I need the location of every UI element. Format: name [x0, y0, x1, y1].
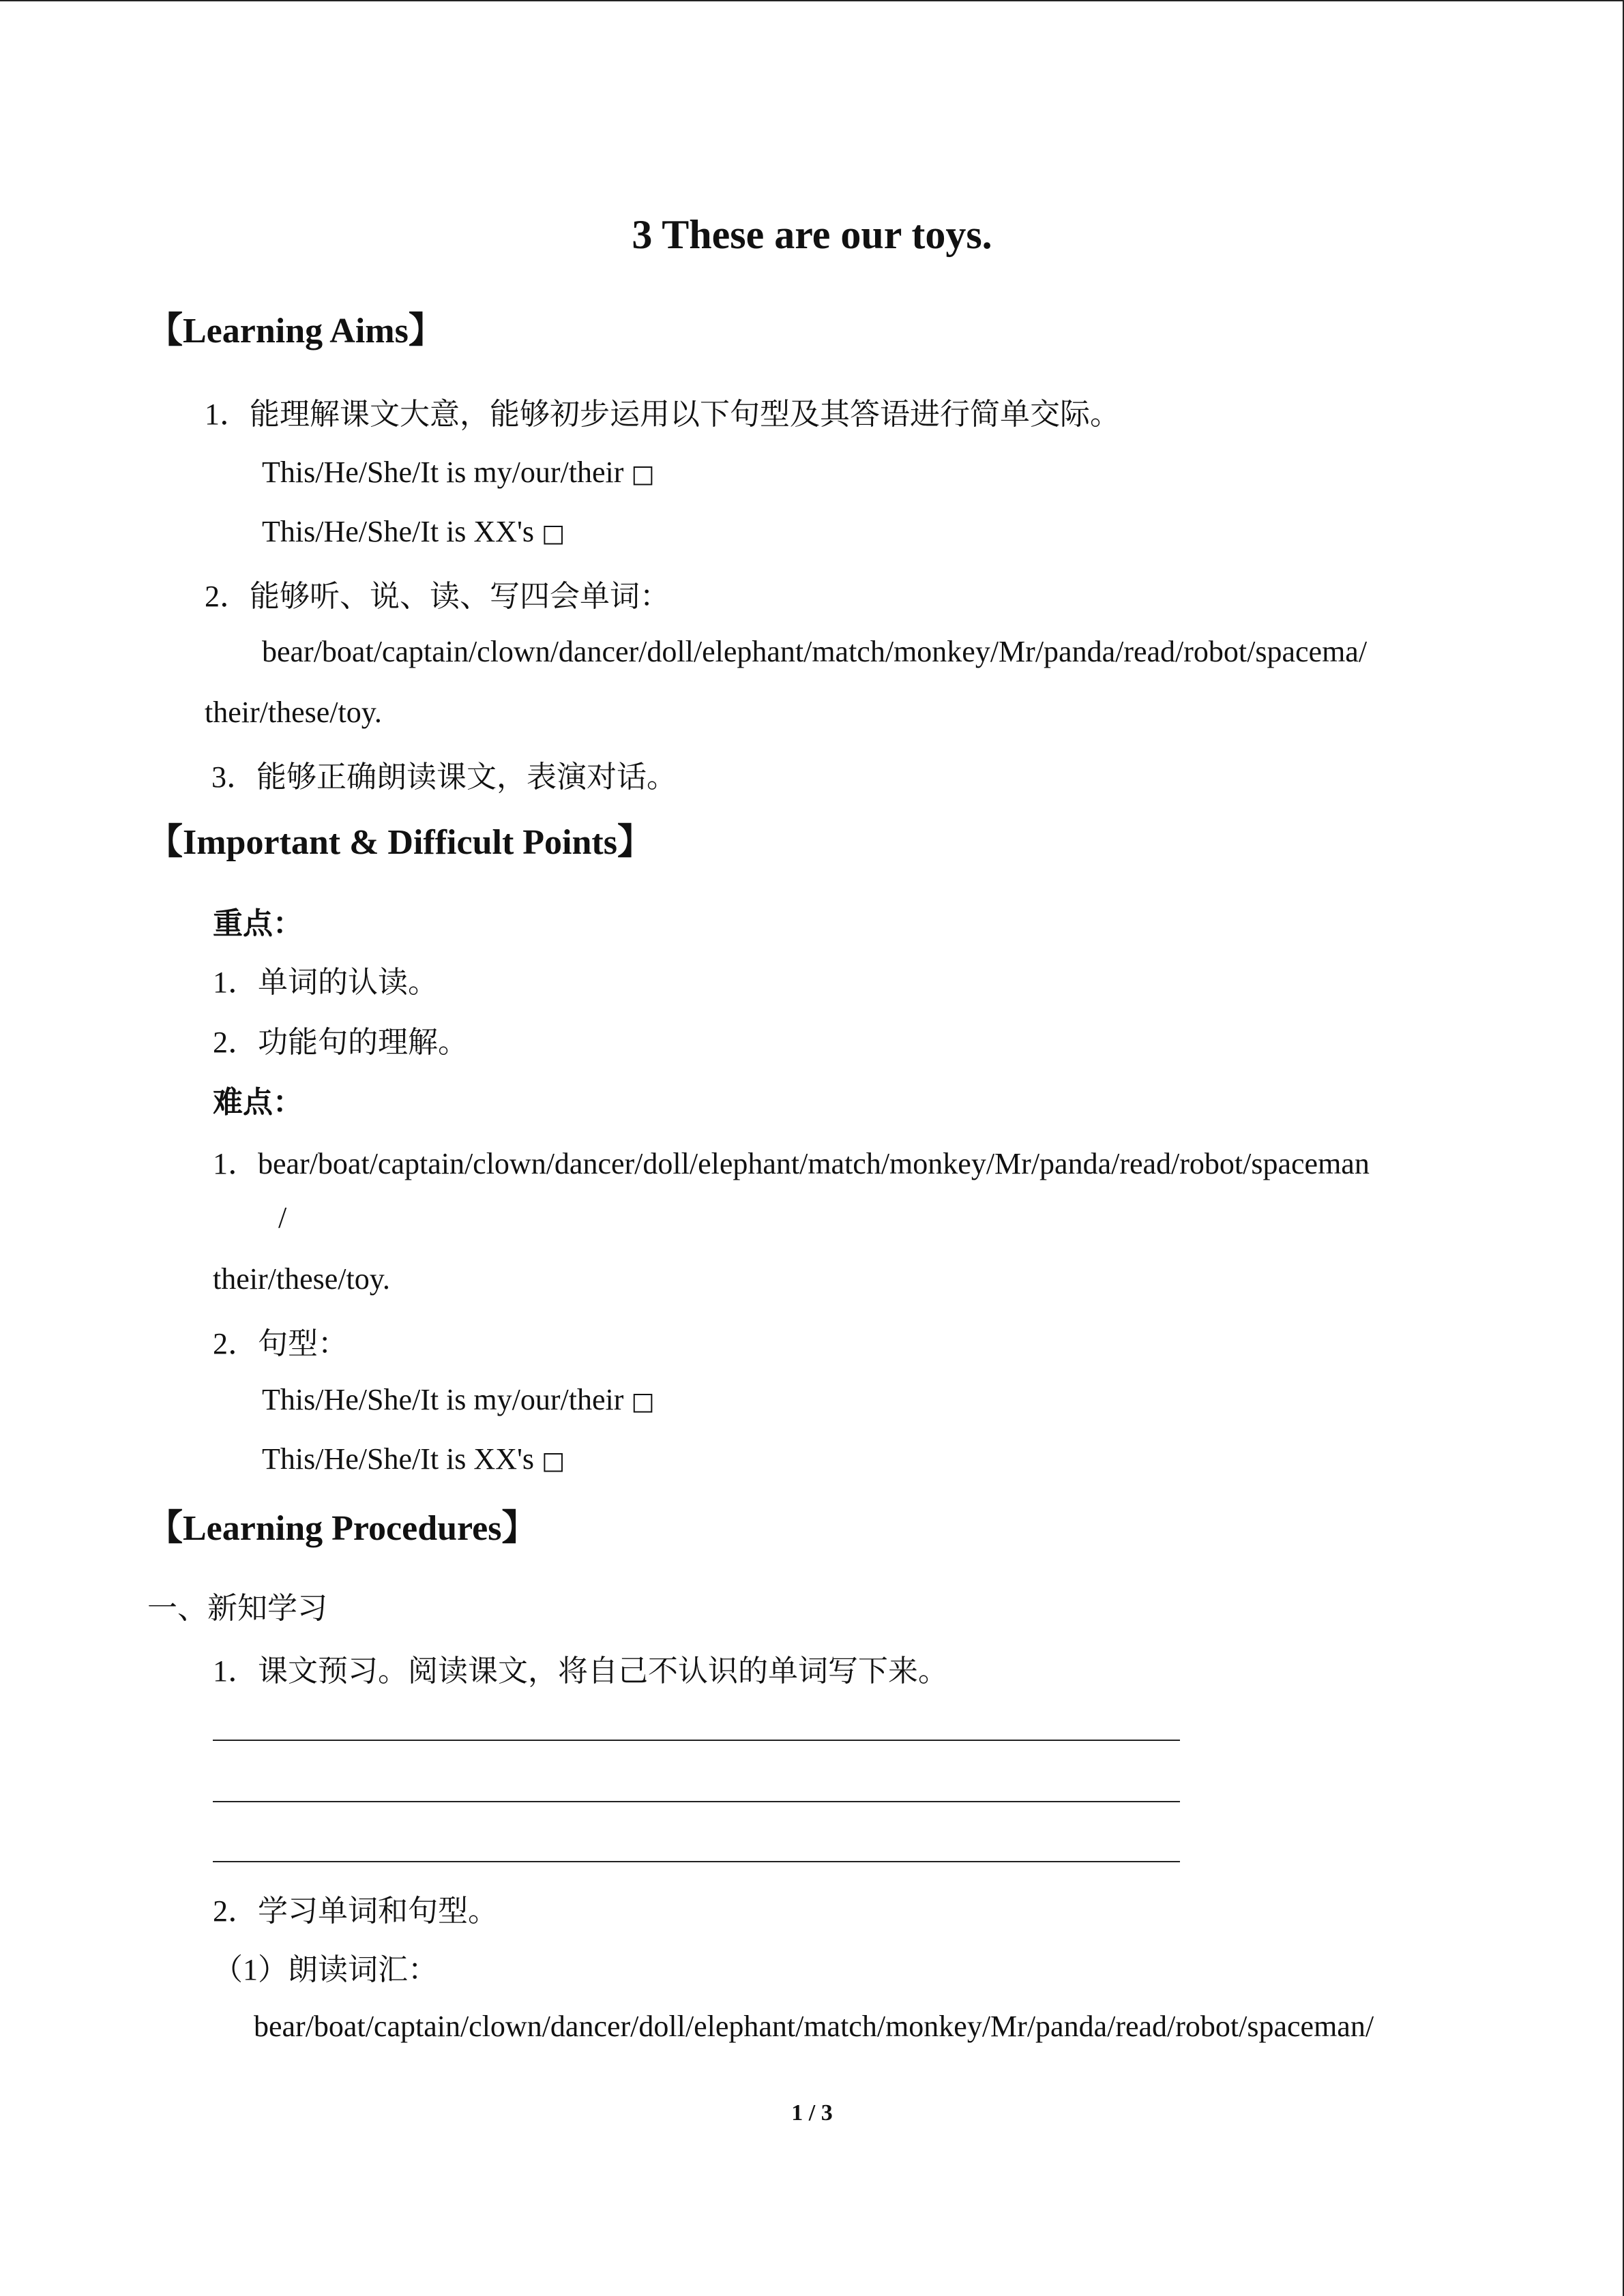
points-heading: 【Important & Difficult Points】: [147, 823, 653, 862]
procedure-step-2: 2．学习单词和句型。: [213, 1894, 498, 1928]
aim-pattern-1: [262, 455, 654, 490]
key-point-1: 1．单词的认读。: [213, 966, 438, 999]
answer-line-1[interactable]: [213, 1740, 1180, 1741]
procedure-words: bear/boat/captain/clown/dancer/doll/elephant/match/monkey/Mr/panda/read/robot/spaceman/: [254, 2010, 1374, 2043]
procedures-heading: 【Learning Procedures】: [147, 1509, 537, 1548]
pattern-text: This/He/She/It is my/our/their: [262, 1383, 624, 1416]
procedure-part-1: 一、新知学习: [147, 1592, 327, 1625]
page-title: 3 These are our toys.: [632, 212, 992, 257]
aim-words-line-1: bear/boat/captain/clown/dancer/doll/elephant/match/monkey/Mr/panda/read/robot/spacema/: [262, 635, 1368, 668]
procedure-step-1: 1．课文预习。阅读课文，将自己不认识的单词写下来。: [213, 1654, 948, 1688]
aim-item-2: 2．能够听、说、读、写四会单词：: [205, 580, 670, 613]
difficult-point-2: 2．句型：: [213, 1327, 348, 1360]
key-point-2: 2．功能句的理解。: [213, 1026, 468, 1059]
checkbox-icon: □: [542, 1447, 565, 1475]
aim-item-3: 3．能够正确朗读课文，表演对话。: [211, 760, 677, 794]
pattern-text: This/He/She/It is XX's: [262, 515, 535, 548]
page-number: 1 / 3: [791, 2100, 833, 2126]
pattern-text: This/He/She/It is my/our/their: [262, 456, 624, 489]
difficult-pattern-2: [262, 1442, 565, 1476]
learning-aims-heading: 【Learning Aims】: [147, 312, 444, 351]
key-points-label: 重点：: [213, 907, 303, 940]
pattern-text: This/He/She/It is XX's: [262, 1442, 535, 1476]
aim-words-line-2: their/these/toy.: [205, 696, 382, 729]
aim-pattern-2: [262, 514, 565, 549]
answer-line-3[interactable]: [213, 1861, 1180, 1862]
checkbox-icon: □: [631, 460, 655, 488]
checkbox-icon: □: [542, 520, 565, 548]
difficult-points-label: 难点：: [213, 1086, 303, 1119]
difficult-point-1-slash: /: [278, 1201, 287, 1234]
checkbox-icon: □: [631, 1388, 655, 1416]
difficult-point-1-line-1: 1．bear/boat/captain/clown/dancer/doll/elephant/match/monkey/Mr/panda/read/robot/spaceman: [213, 1147, 1370, 1180]
answer-line-2[interactable]: [213, 1801, 1180, 1802]
difficult-pattern-1: [262, 1382, 654, 1417]
difficult-point-1-line-2: their/these/toy.: [213, 1262, 390, 1296]
aim-item-1: 1．能理解课文大意，能够初步运用以下句型及其答语进行简单交际。: [205, 398, 1120, 431]
procedure-sub-1: （1）朗读词汇：: [213, 1953, 438, 1986]
